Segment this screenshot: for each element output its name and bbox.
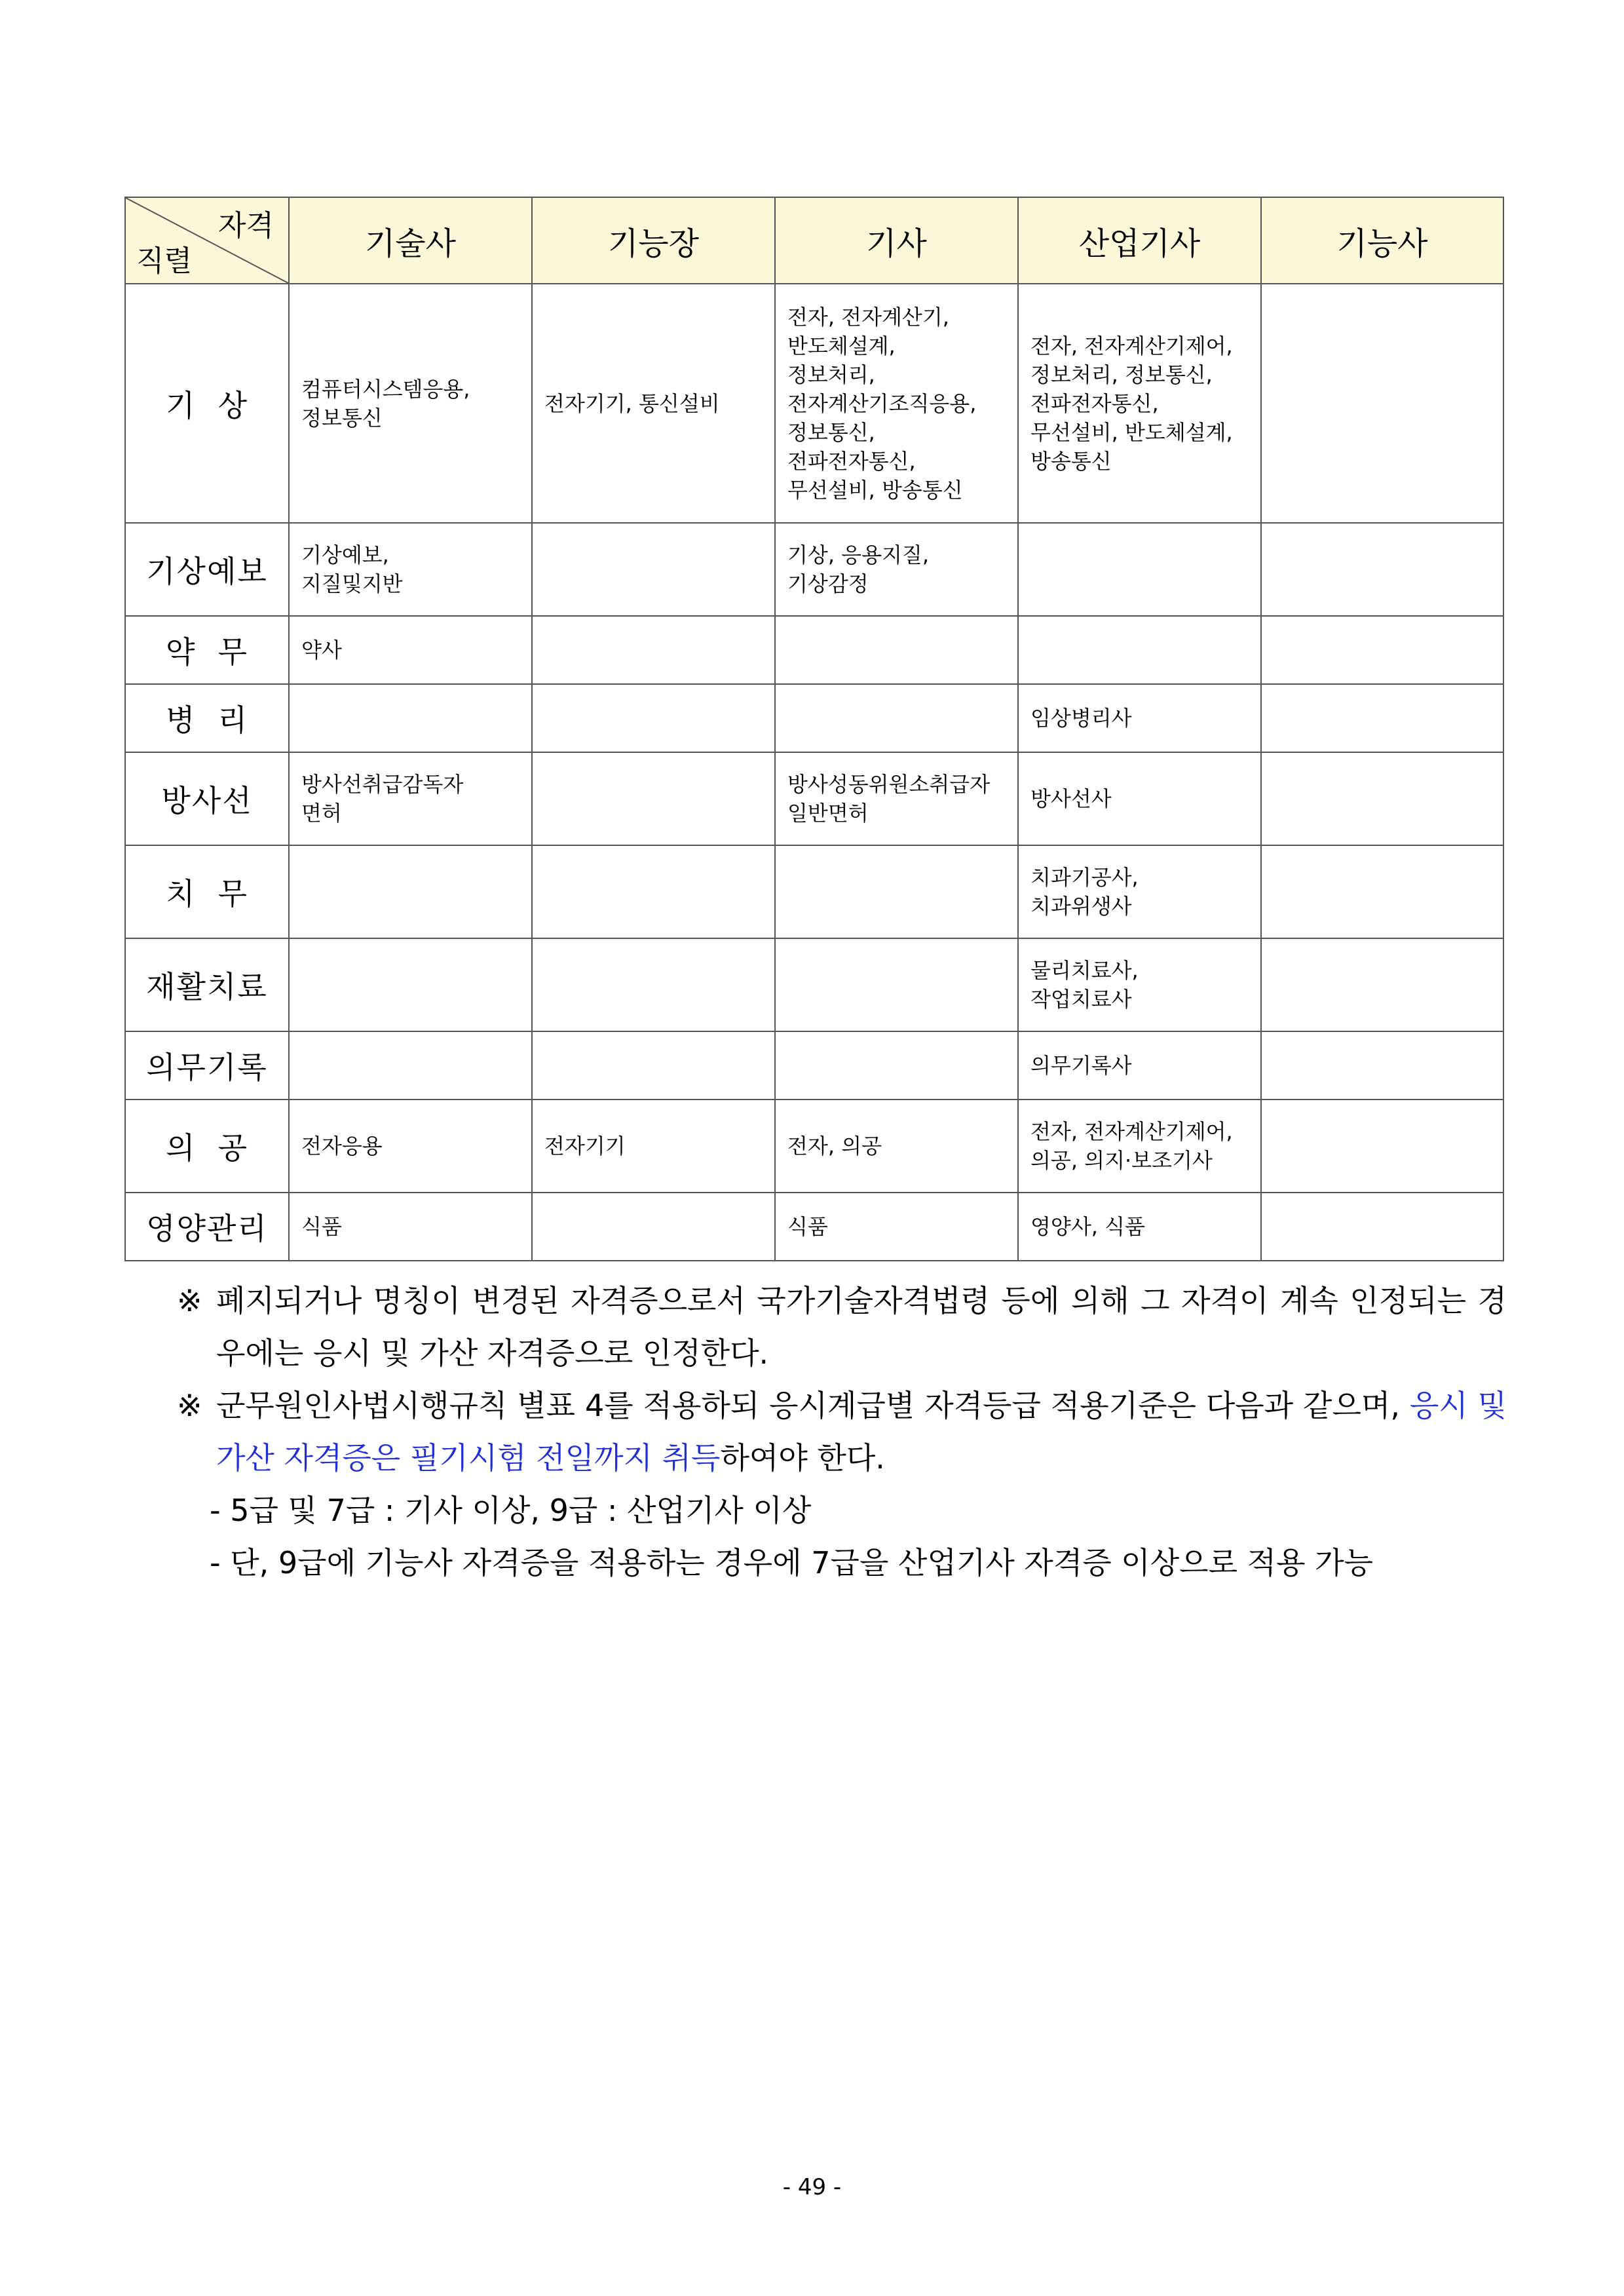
note-marker: ※ (177, 1283, 202, 1318)
header-craftsman: 기능사 (1261, 197, 1503, 284)
table-cell (289, 684, 532, 752)
table-cell: 임상병리사 (1018, 684, 1261, 752)
table-cell (532, 1193, 775, 1261)
table-row (125, 845, 1503, 938)
table-cell (1261, 845, 1503, 938)
table-cell: 기상예보, 지질및지반 (289, 523, 532, 616)
table-cell: 전자, 전자계산기제어, 의공, 의지·보조기사 (1018, 1100, 1261, 1193)
note-2-part-a: 군무원인사법시행규칙 별표 4를 적용하되 응시계급별 자격등급 적용기준은 다음과 같으며, (216, 1388, 1410, 1423)
table-row (125, 1100, 1503, 1193)
note-2-text (216, 1379, 1507, 1484)
note-2-highlight: 응시 및 가산 자격증은 필기시험 전일까지 취득 (216, 1388, 1507, 1476)
table-row (125, 684, 1503, 752)
table-row (125, 752, 1503, 845)
table-cell: 식품 (775, 1193, 1018, 1261)
row-series-label: 치 무 (125, 845, 289, 938)
table-cell (532, 1031, 775, 1100)
table-cell (1261, 684, 1503, 752)
table-cell (1261, 752, 1503, 845)
table-cell: 전자, 전자계산기제어, 정보처리, 정보통신, 전파전자통신, 무선설비, 반도체설계, 방송통신 (1018, 284, 1261, 523)
table-cell: 의무기록사 (1018, 1031, 1261, 1100)
table-cell: 식품 (289, 1193, 532, 1261)
row-series-label: 기 상 (125, 284, 289, 523)
table-cell (775, 1031, 1018, 1100)
row-series-label: 의 공 (125, 1100, 289, 1193)
table-row (125, 523, 1503, 616)
row-series-label: 약 무 (125, 616, 289, 684)
header-technician-master: 기술사 (289, 197, 532, 284)
table-cell (775, 684, 1018, 752)
table-cell: 방사선사 (1018, 752, 1261, 845)
table-row (125, 1031, 1503, 1100)
grade-rule-2: - 단, 9급에 기능사 자격증을 적용하는 경우에 7급을 산업기사 자격증 이상으로 적용 가능 (210, 1545, 1374, 1580)
table-row (125, 284, 1503, 523)
table-cell (532, 684, 775, 752)
table-cell (1018, 616, 1261, 684)
table-cell: 방사성동위원소취급자 일반면허 (775, 752, 1018, 845)
table-cell: 기상, 응용지질, 기상감정 (775, 523, 1018, 616)
table-row (125, 938, 1503, 1031)
note-marker: ※ (177, 1388, 202, 1423)
table-cell (532, 523, 775, 616)
row-series-label: 기상예보 (125, 523, 289, 616)
note-1 (177, 1274, 1507, 1379)
header-engineer: 기사 (775, 197, 1018, 284)
table-row (125, 1193, 1503, 1261)
table-cell (775, 938, 1018, 1031)
row-series-label: 재활치료 (125, 938, 289, 1031)
grade-rule-1: - 5급 및 7급 : 기사 이상, 9급 : 산업기사 이상 (210, 1493, 812, 1528)
table-cell: 영양사, 식품 (1018, 1193, 1261, 1261)
page-number: - 49 - (782, 2174, 842, 2200)
table-cell: 전자기기 (532, 1100, 775, 1193)
table-cell (289, 845, 532, 938)
header-row (125, 197, 1503, 284)
table-cell (1261, 523, 1503, 616)
table-cell (1261, 1031, 1503, 1100)
table-cell: 전자응용 (289, 1100, 532, 1193)
row-series-label: 방사선 (125, 752, 289, 845)
table-cell (1261, 938, 1503, 1031)
table-cell: 약사 (289, 616, 532, 684)
table-cell: 전자, 의공 (775, 1100, 1018, 1193)
table-cell (1261, 284, 1503, 523)
qualification-table (124, 197, 1504, 1261)
table-cell (1261, 616, 1503, 684)
table-row (125, 616, 1503, 684)
table-cell (532, 845, 775, 938)
table-cell (532, 938, 775, 1031)
row-series-label: 의무기록 (125, 1031, 289, 1100)
table-cell (775, 845, 1018, 938)
corner-header (125, 197, 289, 284)
table-cell (1018, 523, 1261, 616)
note-2 (177, 1379, 1507, 1484)
table-cell (775, 616, 1018, 684)
table-cell: 치과기공사, 치과위생사 (1018, 845, 1261, 938)
table-cell (532, 752, 775, 845)
corner-bottom-label: 직렬 (136, 244, 193, 278)
table-cell: 방사선취급감독자 면허 (289, 752, 532, 845)
table-cell (289, 1031, 532, 1100)
table-cell (532, 616, 775, 684)
table-cell (1261, 1193, 1503, 1261)
notes-section (177, 1274, 1507, 1589)
table-cell: 전자, 전자계산기, 반도체설계, 정보처리, 전자계산기조직응용, 정보통신, 전파전자통신, 무선설비, 방송통신 (775, 284, 1018, 523)
table-cell (289, 938, 532, 1031)
note-1-text: 폐지되거나 명칭이 변경된 자격증으로서 국가기술자격법령 등에 의해 그 자격이 계속 인정되는 경우에는 응시 및 가산 자격증으로 인정한다. (216, 1283, 1507, 1371)
note-2-part-b: 하여야 한다. (720, 1440, 885, 1476)
table-cell (1261, 1100, 1503, 1193)
row-series-label: 영양관리 (125, 1193, 289, 1261)
row-series-label: 병 리 (125, 684, 289, 752)
header-industrial-engineer: 산업기사 (1018, 197, 1261, 284)
table-cell: 전자기기, 통신설비 (532, 284, 775, 523)
table-cell: 물리치료사, 작업치료사 (1018, 938, 1261, 1031)
table-cell: 컴퓨터시스템응용, 정보통신 (289, 284, 532, 523)
corner-top-label: 자격 (217, 209, 274, 242)
header-master-craftsman: 기능장 (532, 197, 775, 284)
